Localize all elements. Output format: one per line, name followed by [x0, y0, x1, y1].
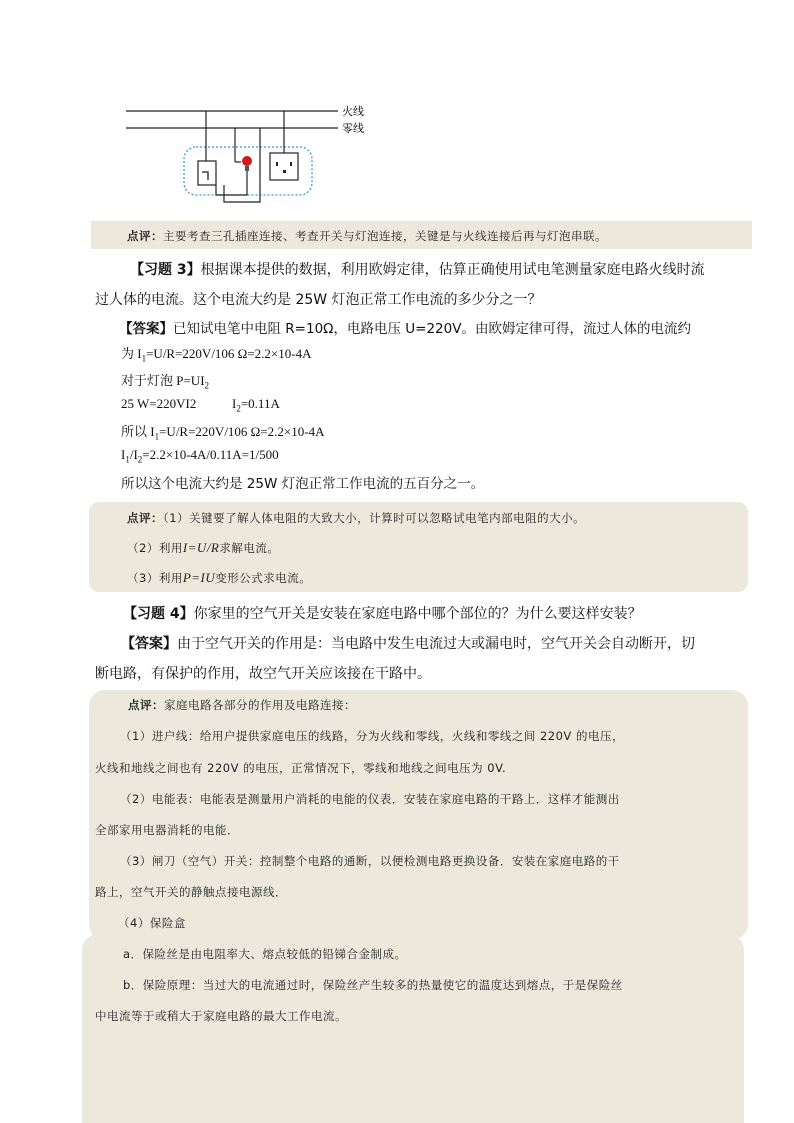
neutral-label: 零线	[342, 122, 364, 135]
review-line: 路上，空气开关的静触点接电源线．	[95, 885, 287, 899]
review-line: （2）电能表：电能表是测量用户消耗的电能的仪表．安装在家庭电路的干路上．这样才能测出	[120, 792, 620, 806]
exercise-3-question-line-2: 过人体的电流。这个电流大约是 25W 灯泡正常工作电流的多少分之一？	[95, 292, 542, 308]
switch	[198, 161, 216, 185]
review-label: 点评：	[127, 229, 163, 243]
fire-label: 火线	[342, 105, 364, 118]
review-line: （3）闸刀（空气）开关：控制整个电路的通断，以便检测电路更换设备．安装在家庭电路的干	[120, 854, 620, 868]
exercise-3-answer-line-1	[119, 317, 691, 337]
review-line: b．保险原理：当过大的电流通过时，保险丝产生较多的热量使它的温度达到熔点，于是保险丝	[123, 978, 623, 992]
exercise-3-answer-line-4-right: $I_2=0.11A$	[232, 396, 280, 414]
review-line: 火线和地线之间也有 220V 的电压，正常情况下，零线和地线之间电压为 0V.	[95, 761, 507, 775]
exercise-tag: 【习题 4】	[123, 606, 194, 622]
question-text: 根据课本提供的数据，利用欧姆定律，估算正确使用试电笔测量家庭电路火线时流	[200, 262, 705, 278]
exercise-4-answer-line-2: 断电路，有保护的作用，故空气开关应该接在干路中。	[95, 666, 431, 682]
review-line: （2）利用I=U/R求解电流。	[127, 540, 280, 555]
answer-tag: 【答案】	[119, 321, 173, 337]
review-line: （4）保险盒	[118, 916, 186, 930]
review-box-3-continued	[82, 934, 744, 1123]
review-line: a．保险丝是由电阻率大、熔点较低的铅锑合金制成。	[123, 947, 407, 961]
exercise-3-question-line-1	[130, 259, 705, 279]
exercise-3-answer-line-5: 所以 $I_1=U/R=220V/106$ Ω=2.2×10-4A	[121, 424, 325, 442]
review-label: 点评：	[127, 511, 163, 525]
exercise-4-answer-line-1	[121, 633, 695, 653]
review-line: 中电流等于或稍大于家庭电路的最大工作电流。	[95, 1009, 347, 1023]
answer-text: 由于空气开关的作用是：当电路中发生电流过大或漏电时，空气开关会自动断开，切	[177, 636, 695, 652]
review-line: 全部家用电器消耗的电能．	[95, 823, 239, 837]
exercise-3-answer-line-3: 对于灯泡 $P=UI_2$	[121, 373, 210, 391]
review-box-2	[89, 502, 748, 592]
review-line: （1）关键要了解人体电阻的大致大小，计算时可以忽略试电笔内部电阻的大小。	[163, 511, 586, 525]
exercise-3-answer-line-4: 25 W=220VI2	[121, 396, 197, 411]
three-hole-socket	[270, 153, 298, 180]
review-line: （1）进户线：给用户提供家庭电压的线路，分为火线和零线，火线和零线之间 220V 的电压，	[120, 729, 624, 743]
review-title: 家庭电路各部分的作用及电路连接：	[164, 698, 356, 712]
answer-tag: 【答案】	[121, 636, 177, 652]
exercise-3-answer-line-6: $I_1/I_2=2.2\times 10-4A/0.11A=1/500$	[121, 447, 279, 465]
review-label: 点评：	[128, 698, 164, 712]
exercise-tag: 【习题 3】	[130, 262, 201, 278]
review-line: （3）利用P=IU变形公式求电流。	[127, 570, 312, 585]
exercise-4-question	[123, 603, 642, 623]
review-box-1	[91, 221, 752, 249]
question-text: 你家里的空气开关是安装在家庭电路中哪个部位的？为什么要这样安装？	[193, 606, 642, 622]
circuit-diagram	[120, 100, 380, 215]
bulb-icon	[242, 156, 252, 171]
review-text: 主要考查三孔插座连接、考查开关与灯泡连接，关键是与火线连接后再与灯泡串联。	[163, 229, 607, 243]
exercise-3-answer-line-2: 为 $I_1=U/R=220V/106$ Ω=2.2×10-4A	[121, 346, 312, 364]
exercise-3-answer-line-7: 所以这个电流大约是 25W 灯泡正常工作电流的五百分之一。	[121, 476, 485, 492]
answer-text: 已知试电笔中电阻 R=10Ω，电路电压 U=220V。由欧姆定律可得，流过人体的电流约	[173, 321, 691, 337]
review-line	[128, 697, 356, 713]
